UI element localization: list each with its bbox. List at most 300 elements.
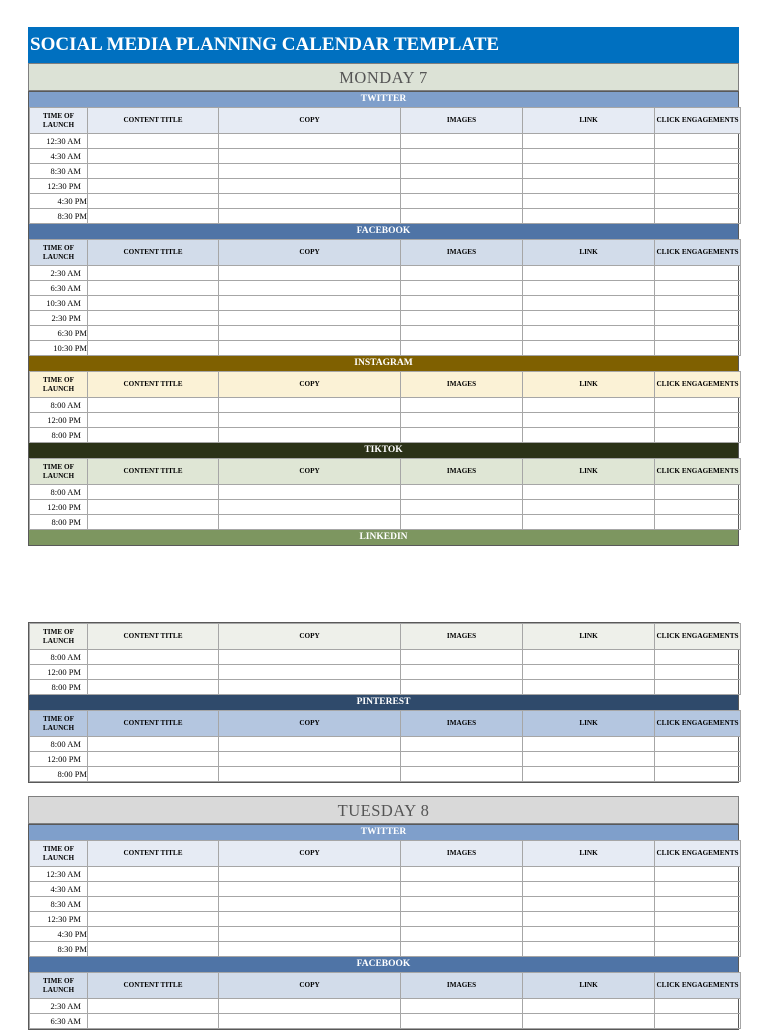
content-title-cell[interactable] xyxy=(88,767,219,782)
content-title-cell[interactable] xyxy=(88,149,219,164)
header-copy: COPY xyxy=(219,459,401,485)
engagements-cell[interactable] xyxy=(655,680,741,695)
engagements-cell[interactable] xyxy=(655,867,741,882)
images-cell[interactable] xyxy=(401,515,523,530)
time-cell: 8:00 PM xyxy=(30,428,88,443)
link-cell[interactable] xyxy=(523,326,655,341)
time-cell: 12:30 AM xyxy=(30,134,88,149)
engagements-cell[interactable] xyxy=(655,912,741,927)
images-cell[interactable] xyxy=(401,194,523,209)
engagements-cell[interactable] xyxy=(655,1014,741,1029)
content-title-cell[interactable] xyxy=(88,867,219,882)
images-cell[interactable] xyxy=(401,164,523,179)
copy-cell[interactable] xyxy=(219,281,401,296)
column-header-row xyxy=(30,973,741,999)
link-cell[interactable] xyxy=(523,867,655,882)
header-click-engagements: CLICK ENGAGEMENTS xyxy=(655,973,741,999)
time-cell: 12:30 PM xyxy=(30,179,88,194)
time-cell: 6:30 PM xyxy=(30,326,88,341)
header-images: IMAGES xyxy=(401,973,523,999)
copy-cell[interactable] xyxy=(219,500,401,515)
link-cell[interactable] xyxy=(523,281,655,296)
header-time-of-launch: TIME OF LAUNCH xyxy=(30,841,88,867)
platform-table-tiktok xyxy=(29,458,741,530)
time-cell: 8:30 AM xyxy=(30,164,88,179)
content-title-cell[interactable] xyxy=(88,665,219,680)
images-cell[interactable] xyxy=(401,485,523,500)
time-cell: 4:30 PM xyxy=(30,194,88,209)
link-cell[interactable] xyxy=(523,134,655,149)
images-cell[interactable] xyxy=(401,737,523,752)
header-copy: COPY xyxy=(219,841,401,867)
table-row xyxy=(30,737,741,752)
engagements-cell[interactable] xyxy=(655,296,741,311)
link-cell[interactable] xyxy=(523,341,655,356)
column-header-row xyxy=(30,240,741,266)
time-cell: 8:30 AM xyxy=(30,897,88,912)
copy-cell[interactable] xyxy=(219,737,401,752)
engagements-cell[interactable] xyxy=(655,650,741,665)
copy-cell[interactable] xyxy=(219,680,401,695)
content-title-cell[interactable] xyxy=(88,326,219,341)
content-title-cell[interactable] xyxy=(88,398,219,413)
link-cell[interactable] xyxy=(523,164,655,179)
copy-cell[interactable] xyxy=(219,999,401,1014)
images-cell[interactable] xyxy=(401,281,523,296)
platform-table-twitter-tuesday xyxy=(29,840,741,957)
platform-table-linkedin xyxy=(29,623,741,695)
header-copy: COPY xyxy=(219,240,401,266)
time-cell: 4:30 AM xyxy=(30,149,88,164)
content-title-cell[interactable] xyxy=(88,500,219,515)
header-link: LINK xyxy=(523,624,655,650)
link-cell[interactable] xyxy=(523,209,655,224)
engagements-cell[interactable] xyxy=(655,164,741,179)
content-title-cell[interactable] xyxy=(88,179,219,194)
copy-cell[interactable] xyxy=(219,912,401,927)
header-images: IMAGES xyxy=(401,624,523,650)
page-2 xyxy=(28,622,739,1030)
copy-cell[interactable] xyxy=(219,867,401,882)
table-row xyxy=(30,413,741,428)
engagements-cell[interactable] xyxy=(655,134,741,149)
time-cell: 2:30 AM xyxy=(30,999,88,1014)
content-title-cell[interactable] xyxy=(88,209,219,224)
header-time-of-launch: TIME OF LAUNCH xyxy=(30,240,88,266)
link-cell[interactable] xyxy=(523,999,655,1014)
time-cell: 8:30 PM xyxy=(30,209,88,224)
link-cell[interactable] xyxy=(523,942,655,957)
header-link: LINK xyxy=(523,841,655,867)
header-time-of-launch: TIME OF LAUNCH xyxy=(30,372,88,398)
time-cell: 12:30 AM xyxy=(30,867,88,882)
copy-cell[interactable] xyxy=(219,398,401,413)
header-click-engagements: CLICK ENGAGEMENTS xyxy=(655,624,741,650)
content-title-cell[interactable] xyxy=(88,882,219,897)
header-click-engagements: CLICK ENGAGEMENTS xyxy=(655,108,741,134)
copy-cell[interactable] xyxy=(219,665,401,680)
time-cell: 12:00 PM xyxy=(30,665,88,680)
time-cell: 12:00 PM xyxy=(30,413,88,428)
time-cell: 8:00 PM xyxy=(30,680,88,695)
content-title-cell[interactable] xyxy=(88,912,219,927)
copy-cell[interactable] xyxy=(219,927,401,942)
copy-cell[interactable] xyxy=(219,413,401,428)
table-row xyxy=(30,149,741,164)
images-cell[interactable] xyxy=(401,341,523,356)
link-cell[interactable] xyxy=(523,428,655,443)
copy-cell[interactable] xyxy=(219,767,401,782)
link-cell[interactable] xyxy=(523,515,655,530)
copy-cell[interactable] xyxy=(219,485,401,500)
content-title-cell[interactable] xyxy=(88,194,219,209)
copy-cell[interactable] xyxy=(219,311,401,326)
time-cell: 2:30 PM xyxy=(30,311,88,326)
copy-cell[interactable] xyxy=(219,326,401,341)
table-row xyxy=(30,882,741,897)
link-cell[interactable] xyxy=(523,680,655,695)
table-row xyxy=(30,398,741,413)
header-link: LINK xyxy=(523,973,655,999)
copy-cell[interactable] xyxy=(219,194,401,209)
engagements-cell[interactable] xyxy=(655,281,741,296)
header-content-title: CONTENT TITLE xyxy=(88,624,219,650)
header-copy: COPY xyxy=(219,372,401,398)
images-cell[interactable] xyxy=(401,650,523,665)
copy-cell[interactable] xyxy=(219,650,401,665)
copy-cell[interactable] xyxy=(219,428,401,443)
images-cell[interactable] xyxy=(401,680,523,695)
engagements-cell[interactable] xyxy=(655,194,741,209)
link-cell[interactable] xyxy=(523,752,655,767)
platform-band-twitter: TWITTER xyxy=(29,92,738,107)
table-row xyxy=(30,867,741,882)
column-header-row xyxy=(30,711,741,737)
header-images: IMAGES xyxy=(401,372,523,398)
link-cell[interactable] xyxy=(523,194,655,209)
header-click-engagements: CLICK ENGAGEMENTS xyxy=(655,240,741,266)
table-row xyxy=(30,680,741,695)
header-link: LINK xyxy=(523,108,655,134)
engagements-cell[interactable] xyxy=(655,767,741,782)
engagements-cell[interactable] xyxy=(655,149,741,164)
images-cell[interactable] xyxy=(401,1014,523,1029)
header-time-of-launch: TIME OF LAUNCH xyxy=(30,108,88,134)
engagements-cell[interactable] xyxy=(655,341,741,356)
header-link: LINK xyxy=(523,711,655,737)
copy-cell[interactable] xyxy=(219,149,401,164)
images-cell[interactable] xyxy=(401,209,523,224)
header-content-title: CONTENT TITLE xyxy=(88,973,219,999)
header-click-engagements: CLICK ENGAGEMENTS xyxy=(655,841,741,867)
content-title-cell[interactable] xyxy=(88,999,219,1014)
content-title-cell[interactable] xyxy=(88,927,219,942)
copy-cell[interactable] xyxy=(219,515,401,530)
column-header-row xyxy=(30,372,741,398)
platform-band-instagram: INSTAGRAM xyxy=(29,356,738,371)
header-images: IMAGES xyxy=(401,841,523,867)
images-cell[interactable] xyxy=(401,134,523,149)
content-title-cell[interactable] xyxy=(88,650,219,665)
time-cell: 12:00 PM xyxy=(30,752,88,767)
engagements-cell[interactable] xyxy=(655,398,741,413)
link-cell[interactable] xyxy=(523,500,655,515)
table-row xyxy=(30,942,741,957)
header-click-engagements: CLICK ENGAGEMENTS xyxy=(655,459,741,485)
header-copy: COPY xyxy=(219,711,401,737)
table-row xyxy=(30,164,741,179)
time-cell: 8:00 AM xyxy=(30,650,88,665)
header-images: IMAGES xyxy=(401,108,523,134)
link-cell[interactable] xyxy=(523,650,655,665)
content-title-cell[interactable] xyxy=(88,164,219,179)
table-row xyxy=(30,1014,741,1029)
images-cell[interactable] xyxy=(401,413,523,428)
images-cell[interactable] xyxy=(401,912,523,927)
table-row xyxy=(30,767,741,782)
copy-cell[interactable] xyxy=(219,296,401,311)
content-title-cell[interactable] xyxy=(88,281,219,296)
time-cell: 2:30 AM xyxy=(30,266,88,281)
images-cell[interactable] xyxy=(401,752,523,767)
copy-cell[interactable] xyxy=(219,134,401,149)
header-click-engagements: CLICK ENGAGEMENTS xyxy=(655,711,741,737)
time-cell: 8:00 PM xyxy=(30,767,88,782)
header-copy: COPY xyxy=(219,973,401,999)
platform-band-linkedin: LINKEDIN xyxy=(29,530,738,545)
engagements-cell[interactable] xyxy=(655,942,741,957)
images-cell[interactable] xyxy=(401,927,523,942)
time-cell: 6:30 AM xyxy=(30,281,88,296)
header-time-of-launch: TIME OF LAUNCH xyxy=(30,624,88,650)
images-cell[interactable] xyxy=(401,296,523,311)
engagements-cell[interactable] xyxy=(655,500,741,515)
link-cell[interactable] xyxy=(523,485,655,500)
content-title-cell[interactable] xyxy=(88,485,219,500)
platform-band-facebook: FACEBOOK xyxy=(29,957,738,972)
images-cell[interactable] xyxy=(401,428,523,443)
time-cell: 8:00 AM xyxy=(30,737,88,752)
platform-band-pinterest: PINTEREST xyxy=(29,695,738,710)
engagements-cell[interactable] xyxy=(655,485,741,500)
header-copy: COPY xyxy=(219,624,401,650)
images-cell[interactable] xyxy=(401,179,523,194)
images-cell[interactable] xyxy=(401,326,523,341)
engagements-cell[interactable] xyxy=(655,927,741,942)
header-time-of-launch: TIME OF LAUNCH xyxy=(30,459,88,485)
link-cell[interactable] xyxy=(523,149,655,164)
column-header-row xyxy=(30,108,741,134)
table-row xyxy=(30,500,741,515)
engagements-cell[interactable] xyxy=(655,428,741,443)
content-title-cell[interactable] xyxy=(88,752,219,767)
link-cell[interactable] xyxy=(523,296,655,311)
header-time-of-launch: TIME OF LAUNCH xyxy=(30,711,88,737)
content-title-cell[interactable] xyxy=(88,413,219,428)
link-cell[interactable] xyxy=(523,767,655,782)
link-cell[interactable] xyxy=(523,912,655,927)
table-row xyxy=(30,341,741,356)
content-title-cell[interactable] xyxy=(88,737,219,752)
copy-cell[interactable] xyxy=(219,942,401,957)
images-cell[interactable] xyxy=(401,999,523,1014)
engagements-cell[interactable] xyxy=(655,752,741,767)
copy-cell[interactable] xyxy=(219,209,401,224)
link-cell[interactable] xyxy=(523,882,655,897)
link-cell[interactable] xyxy=(523,266,655,281)
platform-table-facebook-tuesday xyxy=(29,972,741,1029)
content-title-cell[interactable] xyxy=(88,942,219,957)
content-title-cell[interactable] xyxy=(88,341,219,356)
header-content-title: CONTENT TITLE xyxy=(88,841,219,867)
table-row xyxy=(30,194,741,209)
header-images: IMAGES xyxy=(401,459,523,485)
time-cell: 12:30 PM xyxy=(30,912,88,927)
platform-band-twitter: TWITTER xyxy=(29,825,738,840)
content-title-cell[interactable] xyxy=(88,515,219,530)
copy-cell[interactable] xyxy=(219,882,401,897)
link-cell[interactable] xyxy=(523,179,655,194)
page-1 xyxy=(28,27,739,546)
content-title-cell[interactable] xyxy=(88,680,219,695)
link-cell[interactable] xyxy=(523,897,655,912)
engagements-cell[interactable] xyxy=(655,665,741,680)
platform-table-pinterest xyxy=(29,710,741,782)
engagements-cell[interactable] xyxy=(655,326,741,341)
time-cell: 8:00 PM xyxy=(30,515,88,530)
header-images: IMAGES xyxy=(401,240,523,266)
time-cell: 10:30 PM xyxy=(30,341,88,356)
table-row xyxy=(30,296,741,311)
day-heading-tuesday: TUESDAY 8 xyxy=(28,796,739,824)
images-cell[interactable] xyxy=(401,882,523,897)
platform-table-twitter xyxy=(29,107,741,224)
document-title: SOCIAL MEDIA PLANNING CALENDAR TEMPLATE xyxy=(28,27,739,63)
table-row xyxy=(30,515,741,530)
images-cell[interactable] xyxy=(401,149,523,164)
table-row xyxy=(30,281,741,296)
table-row xyxy=(30,650,741,665)
table-row xyxy=(30,179,741,194)
time-cell: 8:00 AM xyxy=(30,398,88,413)
header-content-title: CONTENT TITLE xyxy=(88,711,219,737)
platform-band-tiktok: TIKTOK xyxy=(29,443,738,458)
time-cell: 4:30 PM xyxy=(30,927,88,942)
engagements-cell[interactable] xyxy=(655,413,741,428)
engagements-cell[interactable] xyxy=(655,737,741,752)
header-images: IMAGES xyxy=(401,711,523,737)
time-cell: 10:30 AM xyxy=(30,296,88,311)
link-cell[interactable] xyxy=(523,927,655,942)
engagements-cell[interactable] xyxy=(655,897,741,912)
table-row xyxy=(30,266,741,281)
images-cell[interactable] xyxy=(401,942,523,957)
header-link: LINK xyxy=(523,459,655,485)
header-content-title: CONTENT TITLE xyxy=(88,108,219,134)
header-time-of-launch: TIME OF LAUNCH xyxy=(30,973,88,999)
engagements-cell[interactable] xyxy=(655,882,741,897)
header-content-title: CONTENT TITLE xyxy=(88,372,219,398)
images-cell[interactable] xyxy=(401,897,523,912)
images-cell[interactable] xyxy=(401,665,523,680)
engagements-cell[interactable] xyxy=(655,515,741,530)
images-cell[interactable] xyxy=(401,867,523,882)
content-title-cell[interactable] xyxy=(88,296,219,311)
time-cell: 4:30 AM xyxy=(30,882,88,897)
images-cell[interactable] xyxy=(401,500,523,515)
table-row xyxy=(30,897,741,912)
engagements-cell[interactable] xyxy=(655,209,741,224)
link-cell[interactable] xyxy=(523,398,655,413)
images-cell[interactable] xyxy=(401,398,523,413)
engagements-cell[interactable] xyxy=(655,266,741,281)
table-row xyxy=(30,326,741,341)
content-title-cell[interactable] xyxy=(88,1014,219,1029)
images-cell[interactable] xyxy=(401,311,523,326)
header-link: LINK xyxy=(523,372,655,398)
table-row xyxy=(30,927,741,942)
copy-cell[interactable] xyxy=(219,179,401,194)
link-cell[interactable] xyxy=(523,737,655,752)
day-heading-monday: MONDAY 7 xyxy=(28,63,739,91)
table-row xyxy=(30,134,741,149)
copy-cell[interactable] xyxy=(219,752,401,767)
copy-cell[interactable] xyxy=(219,341,401,356)
header-copy: COPY xyxy=(219,108,401,134)
table-row xyxy=(30,209,741,224)
platform-band-facebook: FACEBOOK xyxy=(29,224,738,239)
time-cell: 12:00 PM xyxy=(30,500,88,515)
link-cell[interactable] xyxy=(523,311,655,326)
copy-cell[interactable] xyxy=(219,266,401,281)
table-row xyxy=(30,999,741,1014)
content-title-cell[interactable] xyxy=(88,311,219,326)
content-title-cell[interactable] xyxy=(88,266,219,281)
link-cell[interactable] xyxy=(523,665,655,680)
column-header-row xyxy=(30,459,741,485)
images-cell[interactable] xyxy=(401,266,523,281)
engagements-cell[interactable] xyxy=(655,999,741,1014)
table-row xyxy=(30,912,741,927)
header-link: LINK xyxy=(523,240,655,266)
table-row xyxy=(30,665,741,680)
table-row xyxy=(30,485,741,500)
content-title-cell[interactable] xyxy=(88,428,219,443)
column-header-row xyxy=(30,624,741,650)
table-row xyxy=(30,752,741,767)
time-cell: 8:00 AM xyxy=(30,485,88,500)
engagements-cell[interactable] xyxy=(655,311,741,326)
link-cell[interactable] xyxy=(523,413,655,428)
header-click-engagements: CLICK ENGAGEMENTS xyxy=(655,372,741,398)
link-cell[interactable] xyxy=(523,1014,655,1029)
time-cell: 6:30 AM xyxy=(30,1014,88,1029)
content-title-cell[interactable] xyxy=(88,897,219,912)
platform-table-facebook xyxy=(29,239,741,356)
table-row xyxy=(30,428,741,443)
copy-cell[interactable] xyxy=(219,1014,401,1029)
table-row xyxy=(30,311,741,326)
content-title-cell[interactable] xyxy=(88,134,219,149)
time-cell: 8:30 PM xyxy=(30,942,88,957)
platform-table-instagram xyxy=(29,371,741,443)
copy-cell[interactable] xyxy=(219,897,401,912)
header-content-title: CONTENT TITLE xyxy=(88,459,219,485)
engagements-cell[interactable] xyxy=(655,179,741,194)
header-content-title: CONTENT TITLE xyxy=(88,240,219,266)
images-cell[interactable] xyxy=(401,767,523,782)
copy-cell[interactable] xyxy=(219,164,401,179)
